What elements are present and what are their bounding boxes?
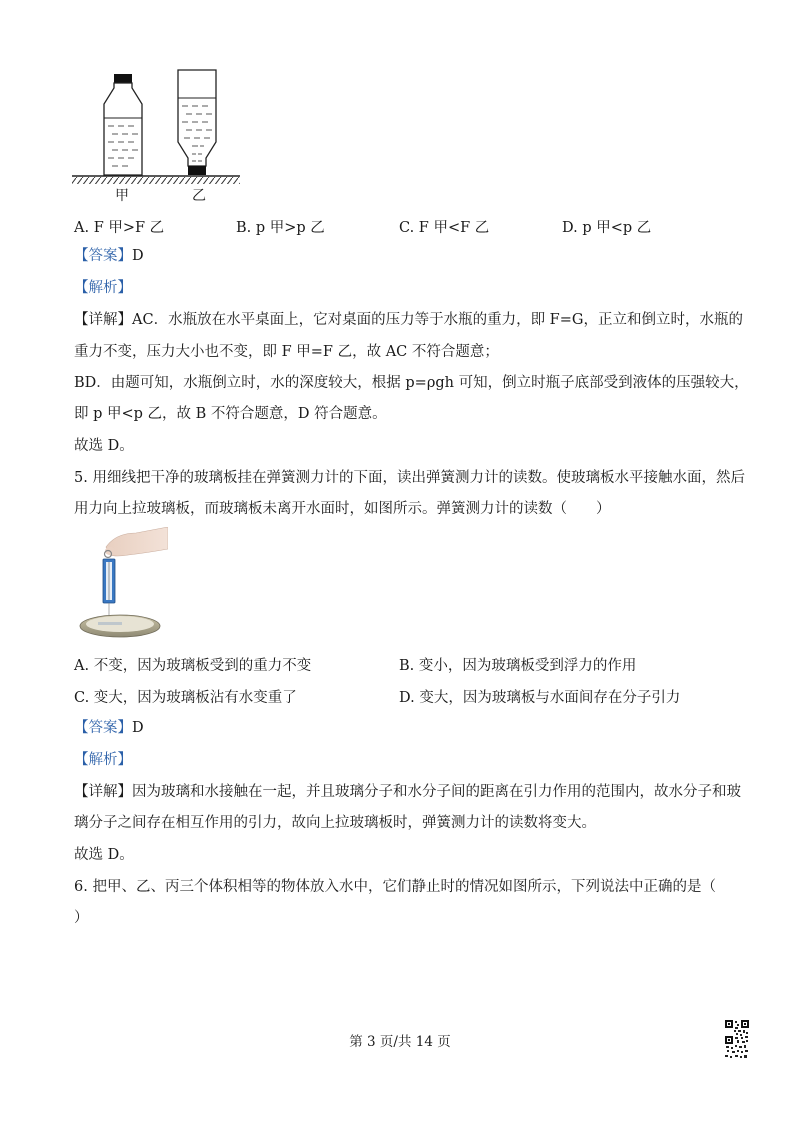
q4-answer xyxy=(74,246,144,266)
q4-analysis-tag: 【解析】 xyxy=(74,280,132,296)
bottle-upright xyxy=(104,74,142,175)
q4-option-b: B. p 甲>p 乙 xyxy=(236,220,325,236)
qr-code-icon xyxy=(725,1020,749,1060)
page-footer: 第 3 页/共 14 页 xyxy=(349,1034,451,1050)
q4-detail-line2: 重力不变，压力大小也不变，即 F 甲=F 乙，故 AC 不符合题意； xyxy=(74,344,499,360)
answer-tag: 【答案】 xyxy=(74,248,132,264)
q6-question-line2: ） xyxy=(74,910,89,926)
q5-question-line2: 用力向上拉玻璃板，而玻璃板未离开水面时，如图所示。弹簧测力计的读数（ ） xyxy=(74,501,611,517)
q5-answer xyxy=(74,718,144,738)
q5-option-d: D. 变大，因为玻璃板与水面间存在分子引力 xyxy=(399,690,681,706)
detail-text: AC．水瓶放在水平桌面上，它对桌面的压力等于水瓶的重力，即 F=G，正立和倒立时，水瓶的 xyxy=(132,312,743,328)
q5-option-c: C. 变大，因为玻璃板沾有水变重了 xyxy=(74,690,297,706)
answer-value: D xyxy=(132,720,144,736)
q4-detail-line1 xyxy=(74,310,743,330)
q4-detail-line4: 即 p 甲<p 乙，故 B 不符合题意，D 符合题意。 xyxy=(74,406,387,422)
q4-conclusion: 故选 D。 xyxy=(74,438,134,454)
detail-tag: 【详解】 xyxy=(74,312,132,328)
q5-detail-line2: 璃分子之间存在相互作用的引力，故向上拉玻璃板时，弹簧测力计的读数将变大。 xyxy=(74,815,596,831)
q4-detail-line3: BD．由题可知，水瓶倒立时，水的深度较大，根据 p=ρgh 可知，倒立时瓶子底部受到液体的压强较大， xyxy=(74,375,749,391)
q5-conclusion: 故选 D。 xyxy=(74,847,134,863)
q5-detail-line1 xyxy=(74,782,741,802)
q4-option-d: D. p 甲<p 乙 xyxy=(562,220,652,236)
q5-option-a: A. 不变，因为玻璃板受到的重力不变 xyxy=(74,658,312,674)
q4-option-c: C. F 甲<F 乙 xyxy=(399,220,490,236)
q4-option-a: A. F 甲>F 乙 xyxy=(74,220,165,236)
answer-tag: 【答案】 xyxy=(74,720,132,736)
q6-question-line1: 6. 把甲、乙、丙三个体积相等的物体放入水中，它们静止时的情况如图所示，下列说法中正确的是（ xyxy=(74,879,716,895)
figure-label-yi: 乙 xyxy=(192,188,206,204)
q5-option-b: B. 变小，因为玻璃板受到浮力的作用 xyxy=(399,658,637,674)
bottle-figure xyxy=(70,66,245,186)
bottle-inverted xyxy=(178,70,216,175)
figure-label-jia: 甲 xyxy=(115,188,129,204)
spring-scale-photo xyxy=(76,527,168,642)
q5-analysis-tag: 【解析】 xyxy=(74,752,132,768)
detail-tag: 【详解】 xyxy=(74,784,132,800)
q5-question-line1: 5. 用细线把干净的玻璃板挂在弹簧测力计的下面，读出弹簧测力计的读数。使玻璃板水平接触水面，然后 xyxy=(74,470,745,486)
answer-value: D xyxy=(132,248,144,264)
detail-text: 因为玻璃和水接触在一起，并且玻璃分子和水分子间的距离在引力作用的范围内，故水分子和玻 xyxy=(132,784,741,800)
